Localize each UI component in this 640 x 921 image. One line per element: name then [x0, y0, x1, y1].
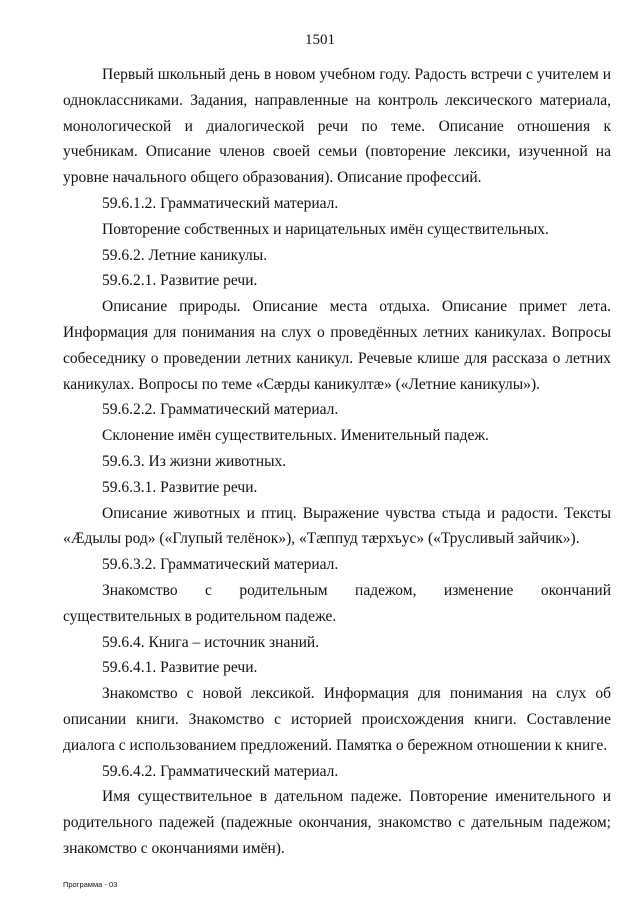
section-heading: 59.6.2.1. Развитие речи. — [102, 272, 258, 290]
paragraph: Описание животных и птиц. Выражение чувства стыда и радости. Тексты «Æдылы род» («Глупый телёнок»), «Тæппуд тæрхъус» («Трусливый зайчик»). — [63, 504, 611, 548]
paragraph: Знакомство с новой лексикой. Информация для понимания на слух об описании книги. Знакомство с историей происхождения книги. Составление диалога с использованием предложений. Памятка о бережном отношении к книге. — [63, 685, 611, 754]
paragraph: Описание природы. Описание места отдыха. Описание примет лета. Информация для понимания на слух о проведённых летних каникулах. Вопросы собеседнику о проведении летних каникул. Речевые клише для рассказа о летних каникулах. Вопросы по теме «Сæрды каникултæ» («Летние каникулы»). — [63, 298, 611, 393]
section-heading: 59.6.2.2. Грамматический материал. — [102, 401, 339, 419]
footer-label: Программа - 03 — [63, 880, 118, 889]
section-heading: 59.6.4.1. Развитие речи. — [102, 659, 258, 677]
paragraph: Первый школьный день в новом учебном году. Радость встречи с учителем и одноклассниками. Задания, направленные на контроль лексического материала, монологической и диалогической речи по теме. Описание отношения к учебникам. Описание членов своей семьи (повторение лексики, изученной на уровне начального общего образования). Описание профессий. — [63, 66, 611, 187]
section-heading: 59.6.3. Из жизни животных. — [102, 452, 287, 470]
section-heading: 59.6.3.2. Грамматический материал. — [102, 556, 339, 574]
section-heading: 59.6.4.2. Грамматический материал. — [102, 762, 339, 780]
document-body — [63, 62, 611, 862]
section-heading: 59.6.2. Летние каникулы. — [102, 246, 268, 264]
section-heading: 59.6.1.2. Грамматический материал. — [102, 194, 339, 212]
paragraph: Знакомство с родительным падежом, изменение окончаний существительных в родительном падеже. — [63, 581, 611, 625]
section-heading: 59.6.3.1. Развитие речи. — [102, 478, 258, 496]
section-heading: 59.6.4. Книга – источник знаний. — [102, 633, 320, 651]
paragraph: Склонение имён существительных. Именительный падеж. — [102, 427, 489, 445]
paragraph: Повторение собственных и нарицательных имён существительных. — [102, 220, 549, 238]
paragraph: Имя существительное в дательном падеже. Повторение именительного и родительного падежей (падежные окончания, знакомство с дательным падежом; знакомство с окончаниями имён). — [63, 788, 611, 857]
page-number: 1501 — [305, 32, 335, 48]
